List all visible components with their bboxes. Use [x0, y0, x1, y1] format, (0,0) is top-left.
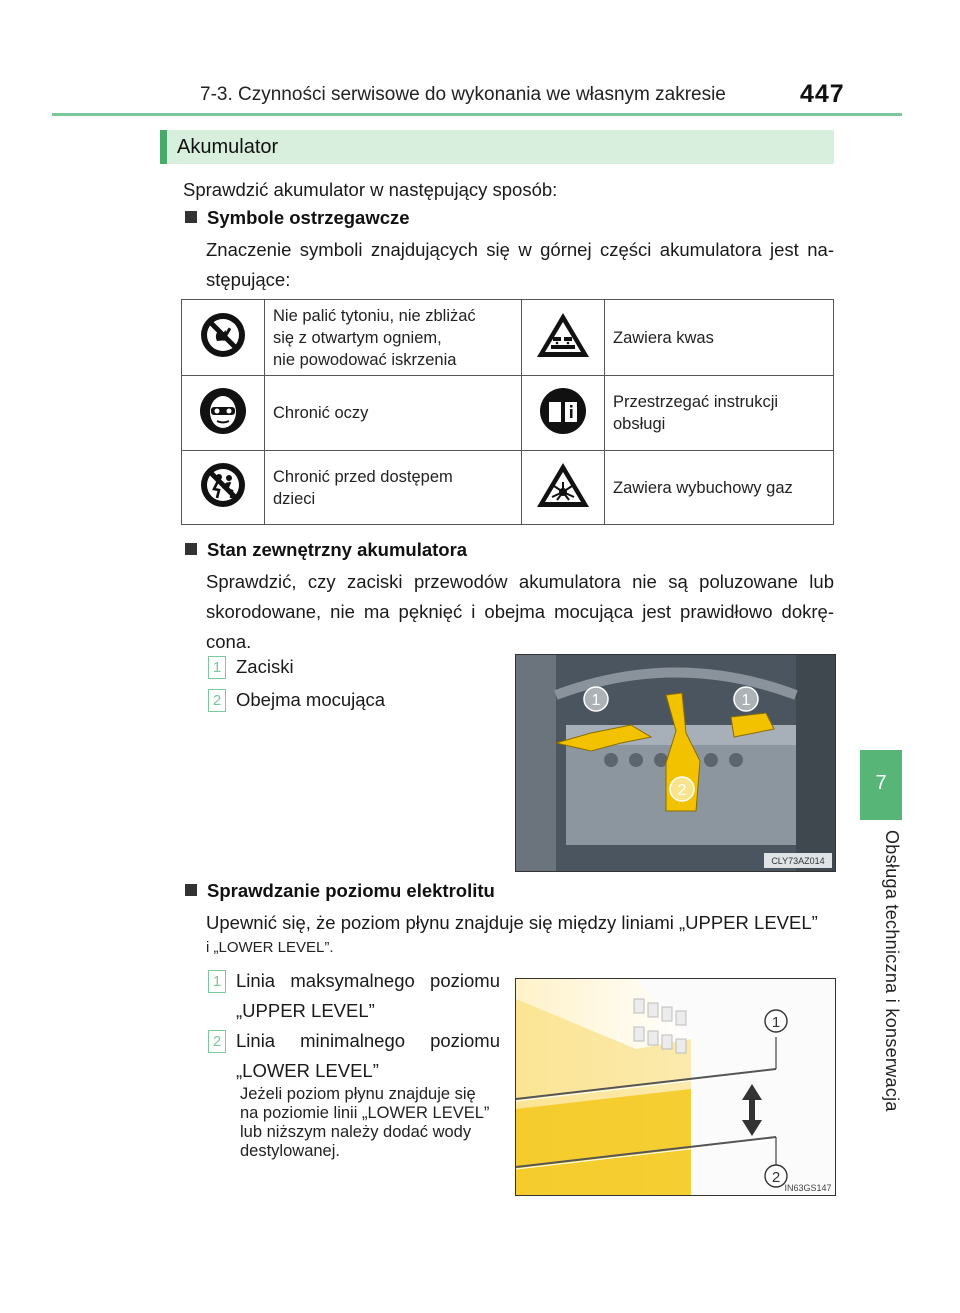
warning-symbols-table: [181, 299, 834, 525]
legend-item: [208, 685, 385, 715]
warning-symbols-heading: [185, 207, 410, 229]
text-line: się z otwartym ogniem,: [273, 328, 442, 347]
exterior-heading-text: Stan zewnętrzny akumulatora: [207, 539, 468, 560]
exterior-description: Sprawdzić, czy zaciski przewodów akumulatora nie są poluzowane lub skorodowane, nie ma pęknięć i obejma mocująca jest prawidłowo dokrę-cona.: [206, 571, 834, 652]
legend-item: [208, 966, 500, 1026]
table-row: [182, 451, 834, 525]
electrolyte-level-diagram: [515, 978, 836, 1196]
bullet-square: [185, 543, 197, 555]
text-line: Nie palić tytoniu, nie zbliżać: [273, 306, 476, 325]
legend-item: [208, 652, 294, 682]
exterior-heading: [185, 539, 467, 561]
keep-away-children-icon: [199, 461, 247, 509]
legend-label: Obejma mocująca: [236, 689, 386, 710]
warning-symbols-description: Znaczenie symboli znajdujących się w górnej części akumulatora jest na-stępujące:: [206, 239, 834, 290]
section-header-marker: [160, 130, 167, 164]
symbol-cell: [182, 451, 265, 525]
callout-number: 1: [208, 970, 226, 993]
battery-level-illustration: [516, 979, 835, 1195]
diagram-callout-1: 1: [771, 1014, 781, 1031]
symbol-cell: [182, 300, 265, 376]
bullet-square: [185, 211, 197, 223]
text-line: dzieci: [273, 489, 316, 508]
chapter-title: 7-3. Czynności serwisowe do wykonania we własnym zakresie: [200, 84, 726, 105]
bullet-square: [185, 884, 197, 896]
electrolyte-heading: [185, 880, 495, 902]
photo-callout-1: 1: [591, 692, 601, 709]
symbol-cell: [522, 376, 605, 451]
acid-warning-icon: [535, 310, 591, 360]
legend-row: [208, 1026, 500, 1086]
eye-protection-icon: [199, 387, 247, 435]
text-line: Chronić przed dostępem: [273, 467, 453, 486]
page-number: 447: [800, 80, 845, 108]
legend-label: Zaciski: [236, 656, 294, 677]
symbol-description: Chronić oczy: [265, 376, 522, 451]
legend-label: Linia maksymalnego poziomu „UPPER LEVEL”: [236, 970, 500, 1021]
electrolyte-heading-text: Sprawdzanie poziomu elektrolitu: [207, 880, 495, 901]
warning-symbols-heading-text: Symbole ostrzegawcze: [207, 207, 410, 228]
callout-number: 2: [208, 689, 226, 712]
section-intro: Sprawdzić akumulator w następujący sposób:: [183, 179, 558, 200]
photo-callout-1b: 1: [741, 692, 751, 709]
legend-item: [208, 1026, 500, 1086]
symbol-cell: [182, 376, 265, 451]
chapter-tab-label: Obsługa techniczna i konserwacja: [882, 830, 902, 1112]
symbol-cell: [522, 451, 605, 525]
legend-row: [208, 966, 500, 1026]
symbol-description: Zawiera kwas: [605, 300, 834, 376]
diagram-callout-2: 2: [771, 1169, 781, 1186]
photo-callout-2: 2: [677, 782, 687, 799]
table-row: [182, 376, 834, 451]
explosive-gas-icon: [535, 460, 591, 510]
diagram-code: IN63GS147: [784, 1183, 832, 1193]
legend-label: Linia minimalnego poziomu „LOWER LEVEL”: [236, 1030, 500, 1081]
symbol-description: Zawiera wybuchowy gaz: [605, 451, 834, 525]
callout-number: 2: [208, 1030, 226, 1053]
photo-code: CLY73AZ014: [771, 856, 825, 866]
symbol-description: [265, 451, 522, 525]
header-divider: [52, 113, 902, 116]
chapter-tab-number: 7: [875, 772, 887, 794]
symbol-cell: [522, 300, 605, 376]
battery-photo: [515, 654, 836, 872]
symbol-description: Przestrzegać instrukcji obsługi: [605, 376, 834, 451]
symbol-description: [265, 300, 522, 376]
electrolyte-note: Jeżeli poziom płynu znajduje się na poziomie linii „LOWER LEVEL” lub niższym należy dodać wody destylowanej.: [240, 1085, 490, 1160]
no-smoking-flame-icon: [199, 311, 247, 359]
battery-engine-bay-illustration: [516, 655, 835, 871]
electrolyte-description-tail: i „LOWER LEVEL”.: [206, 939, 334, 956]
callout-number: 1: [208, 656, 226, 679]
electrolyte-description: Upewnić się, że poziom płynu znajduje się między liniami „UPPER LEVEL”: [206, 912, 818, 933]
section-title: Akumulator: [177, 136, 279, 158]
table-row: [182, 300, 834, 376]
instruction-manual-icon: [539, 387, 587, 435]
text-line: nie powodować iskrzenia: [273, 350, 457, 369]
